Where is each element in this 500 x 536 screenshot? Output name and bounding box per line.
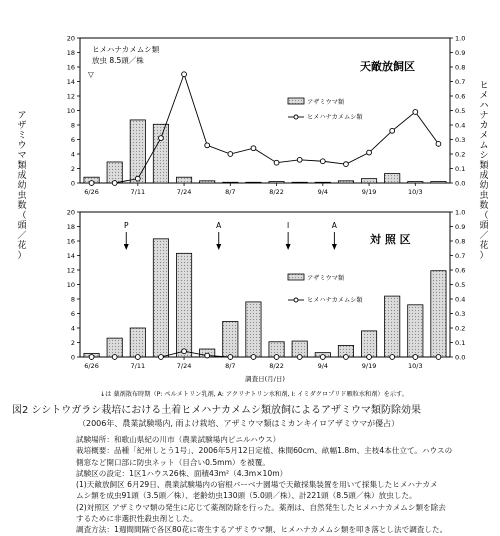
bar [107, 162, 122, 183]
y-right-tick-label: 0.7 [455, 251, 466, 260]
x-tick-label: 9/19 [361, 362, 377, 370]
y-left-tick-label: 0 [70, 179, 75, 188]
y-left-tick-label: 8 [70, 121, 75, 130]
bar [200, 181, 215, 183]
y-right-tick-label: 0.3 [455, 135, 466, 144]
y-left-tick-label: 16 [66, 63, 75, 72]
bar [292, 182, 307, 183]
chart-panel-release [67, 34, 466, 196]
series-point [297, 355, 302, 360]
right-y-axis-label-text: ヒメハナカメムシ類成幼虫数（頭／花） [479, 81, 489, 261]
method-notes [76, 434, 456, 536]
note-line: 試験場所：和歌山県紀の川市（農業試験場内ビニルハウス） [76, 435, 281, 444]
panel-label: 天敵放飼区 [360, 60, 415, 73]
y-left-tick-label: 8 [70, 295, 75, 304]
bar [361, 179, 376, 183]
series-point [367, 355, 372, 360]
series-point [390, 128, 395, 133]
series-point [89, 181, 94, 186]
note-line: ムシ類を成虫91頭（3.5頭／株）、老齢幼虫130頭（5.0頭／株）、計221頭（8.5頭／株）放虫した。 [76, 491, 417, 501]
legend-line-label: ヒメハナカメムシ類 [307, 114, 363, 121]
y-left-tick-label: 2 [70, 338, 75, 347]
bar [361, 331, 376, 357]
series-point [436, 355, 441, 360]
x-tick-label: 9/19 [361, 188, 377, 196]
note-line: 栽培概要：品種「紀州しとう1号」、2006年5月12日定植、株間60cm、畝幅1.8m、主枝4本仕立て。ハウスの [76, 446, 453, 456]
footnote: ↓は 薬剤散布時期（P: ペルメトリン乳剤, A: アクリナトリン水和剤, I: イミダクロプリド顆粒水和剤）を示す。 [100, 391, 408, 398]
bar [176, 177, 191, 183]
y-left-tick-label: 0 [70, 353, 75, 362]
bar [431, 182, 446, 183]
bar [130, 328, 145, 357]
series-point [205, 143, 210, 148]
bar [338, 181, 353, 183]
x-tick-label: 7/24 [176, 188, 192, 196]
chart-panel-control [67, 208, 466, 370]
bar [153, 124, 168, 183]
y-right-tick-label: 0.7 [455, 77, 466, 86]
release-annotation-2: 放虫 8.5頭／株 [92, 56, 144, 65]
y-right-tick-label: 0.6 [455, 92, 466, 101]
series-point [320, 355, 325, 360]
y-left-tick-label: 20 [66, 208, 75, 217]
y-left-tick-label: 16 [66, 237, 75, 246]
y-left-tick-label: 12 [66, 266, 75, 275]
series-point [413, 355, 418, 360]
bar [385, 296, 400, 357]
series-point [159, 136, 164, 141]
series-point [320, 159, 325, 164]
release-marker-icon: ▽ [88, 70, 94, 79]
y-right-tick-label: 0.4 [455, 121, 466, 130]
y-right-tick-label: 0.5 [455, 106, 466, 115]
x-tick-label: 7/24 [176, 362, 192, 370]
note-line: 試験区の設定：1区1ハウス26株、面積43m²（4.3m×10m） [76, 468, 288, 478]
y-right-tick-label: 0.2 [455, 150, 466, 159]
series-point [251, 355, 256, 360]
x-tick-label: 8/22 [269, 362, 284, 370]
spray-label: A [216, 221, 222, 230]
bar [246, 182, 261, 183]
bar [176, 253, 191, 357]
series-point [112, 355, 117, 360]
y-right-tick-label: 1.0 [455, 208, 466, 217]
y-right-tick-label: 0.5 [455, 280, 466, 289]
y-right-tick-label: 0.0 [455, 353, 466, 362]
y-left-tick-label: 10 [66, 280, 75, 289]
spray-arrow-head [286, 244, 291, 250]
y-left-tick-label: 12 [66, 92, 75, 101]
spray-label: P [123, 221, 129, 230]
x-tick-label: 10/3 [408, 362, 423, 370]
series-point [436, 141, 441, 146]
y-right-tick-label: 0.6 [455, 266, 466, 275]
series-point [182, 349, 187, 354]
y-left-tick-label: 14 [66, 251, 75, 260]
series-point [112, 181, 117, 186]
y-right-tick-label: 0.9 [455, 48, 466, 57]
x-tick-label: 9/4 [317, 362, 329, 370]
y-right-tick-label: 0.1 [455, 338, 466, 347]
legend-bar-label: アザミウマ類 [307, 99, 345, 106]
left-y-axis-label-text: アザミウマ類成幼虫数（頭／花） [17, 111, 27, 261]
series-point [344, 162, 349, 167]
note-line: 側窓など開口部に防虫ネット（目合い0.5mm）を被覆。 [76, 457, 270, 467]
series-point [228, 152, 233, 157]
spray-arrow-head [216, 244, 221, 250]
legend-bar-swatch [288, 274, 304, 280]
series-point [135, 355, 140, 360]
y-right-tick-label: 0.3 [455, 309, 466, 318]
bar [269, 182, 284, 183]
bar [223, 321, 238, 357]
spray-label: A [331, 221, 337, 230]
y-left-tick-label: 14 [66, 77, 75, 86]
bar [130, 120, 145, 183]
spray-arrow-head [124, 244, 129, 250]
note-line: (1)天敵放飼区 6月29日、農業試験場内の宿根バーベナ園場で天敵採集装置を用いて採集したヒメハナカメ [76, 480, 438, 490]
y-right-tick-label: 0.8 [455, 63, 466, 72]
left-y-axis-label [17, 111, 27, 261]
y-left-tick-label: 4 [70, 324, 75, 333]
x-tick-label: 8/22 [269, 188, 284, 196]
y-left-tick-label: 18 [66, 48, 75, 57]
x-tick-label: 6/26 [84, 188, 99, 196]
spray-arrow-head [332, 244, 337, 250]
series-point [182, 72, 187, 77]
y-left-tick-label: 2 [70, 164, 75, 173]
x-tick-label: 10/3 [408, 188, 423, 196]
bar [431, 271, 446, 357]
y-right-tick-label: 0.1 [455, 164, 466, 173]
legend-bar-label: アザミウマ類 [307, 275, 345, 282]
release-annotation-1: ヒメハナカメムシ類 [92, 45, 160, 54]
series-point [413, 110, 418, 115]
series-point [251, 146, 256, 151]
bar [246, 302, 261, 357]
series-point [297, 157, 302, 162]
bar [408, 305, 423, 357]
x-axis-label: 調査日(月/日) [245, 375, 285, 383]
legend-line-marker [294, 115, 298, 119]
y-right-tick-label: 0.2 [455, 324, 466, 333]
series-point [274, 160, 279, 165]
x-tick-label: 7/11 [130, 188, 146, 196]
bar [223, 182, 238, 183]
bar [315, 182, 330, 183]
right-y-axis-label [479, 81, 489, 261]
x-tick-label: 8/7 [225, 188, 236, 196]
bar-series [84, 239, 446, 357]
y-right-tick-label: 0.8 [455, 237, 466, 246]
series-point [344, 355, 349, 360]
series-point [367, 150, 372, 155]
series-point [205, 353, 210, 358]
figure-caption: 図2 シシトウガラシ栽培における土着ヒメハナカメムシ類放飼によるアザミウマ類防除効果 [12, 405, 421, 416]
y-right-tick-label: 0.4 [455, 295, 466, 304]
x-tick-label: 8/7 [225, 362, 236, 370]
y-left-tick-label: 6 [70, 309, 75, 318]
series-point [228, 355, 233, 360]
series-point [159, 355, 164, 360]
bar [408, 182, 423, 183]
y-left-tick-label: 6 [70, 135, 75, 144]
panel-label: 対 照 区 [370, 233, 411, 246]
note-line: (2)対照区 アザミウマ類の発生に応じて薬剤防除を行った。薬剤は、自然発生したヒメハナカメムシ類を除去 [76, 502, 446, 512]
y-right-tick-label: 1.0 [455, 34, 466, 43]
legend-bar-swatch [288, 98, 304, 104]
legend [288, 274, 363, 304]
figure-subcaption: （2006年、農業試験場内, 雨よけ栽培、アザミウマ類はミカンキイロアザミウマが優占） [78, 419, 400, 428]
note-line: するために非選択性殺虫剤とした。 [76, 514, 198, 524]
y-right-tick-label: 0.0 [455, 179, 466, 188]
y-left-tick-label: 20 [66, 34, 75, 43]
legend-line-label: ヒメハナカメムシ類 [307, 297, 363, 304]
y-left-tick-label: 18 [66, 222, 75, 231]
y-left-tick-label: 10 [66, 106, 75, 115]
y-right-tick-label: 0.9 [455, 222, 466, 231]
x-tick-label: 9/4 [317, 188, 329, 196]
series-point [89, 355, 94, 360]
bar [385, 174, 400, 183]
series-point [274, 355, 279, 360]
series-point [135, 176, 140, 181]
x-tick-label: 6/26 [84, 362, 99, 370]
spray-label: I [287, 221, 290, 230]
legend [288, 98, 363, 121]
x-tick-label: 7/11 [130, 362, 146, 370]
bar [153, 239, 168, 357]
y-left-tick-label: 4 [70, 150, 75, 159]
series-point [390, 355, 395, 360]
legend-line-marker [294, 298, 298, 302]
note-line: 調査方法：1週間間隔で各区80花に寄生するアザミウマ類、ヒメハナカメムシ類を叩き落とし法で調査した。 [76, 525, 448, 535]
